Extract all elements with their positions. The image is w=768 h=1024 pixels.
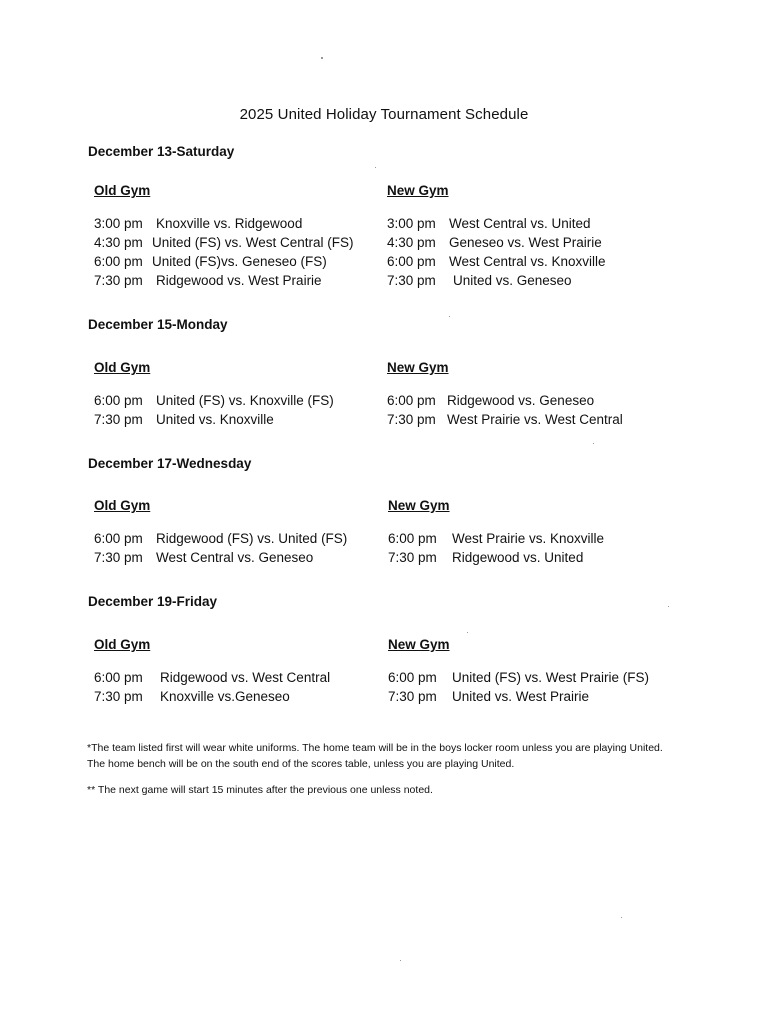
scan-speck — [321, 57, 323, 59]
scan-speck — [375, 167, 376, 168]
game-time: 7:30 pm — [387, 412, 436, 427]
game-time: 6:00 pm — [94, 531, 143, 546]
scan-speck — [400, 960, 401, 961]
scan-speck — [621, 917, 622, 918]
game-row — [387, 252, 606, 271]
game-row — [387, 271, 606, 290]
game-row — [94, 214, 354, 233]
game-matchup: United (FS) vs. West Central (FS) — [152, 235, 354, 250]
game-time: 4:30 pm — [94, 235, 143, 250]
new-gym-schedule-dec-17 — [388, 496, 604, 567]
page-title: 2025 United Holiday Tournament Schedule — [239, 106, 529, 123]
day-heading-dec-19: December 19-Friday — [88, 594, 218, 609]
uniform-note: *The team listed first will wear white uniforms. The home team will be in the boys locker room unless you are playing United. The home bench will be on the south end of the scores table, unless you are playing United. — [87, 742, 663, 770]
day-heading-dec-15: December 15-Monday — [88, 317, 228, 332]
game-matchup: Knoxville vs.Geneseo — [160, 689, 290, 704]
game-row — [94, 271, 354, 290]
old-gym-heading: Old Gym — [94, 183, 151, 198]
game-row — [94, 233, 354, 252]
game-row — [94, 410, 334, 429]
old-gym-schedule-dec-15 — [94, 358, 334, 429]
game-matchup: Ridgewood vs. West Central — [160, 670, 331, 685]
game-matchup: United (FS) vs. Knoxville (FS) — [156, 393, 334, 408]
game-row — [388, 687, 649, 706]
game-row — [94, 252, 354, 271]
game-time: 7:30 pm — [94, 412, 143, 427]
game-time: 7:30 pm — [94, 273, 143, 288]
game-matchup: United vs. Knoxville — [156, 412, 274, 427]
game-row — [388, 529, 604, 548]
game-matchup: United (FS)vs. Geneseo (FS) — [152, 254, 327, 269]
game-matchup: West Prairie vs. Knoxville — [452, 531, 605, 546]
game-row — [387, 214, 606, 233]
game-row — [94, 668, 330, 687]
game-time: 7:30 pm — [94, 550, 143, 565]
game-matchup: Ridgewood (FS) vs. United (FS) — [156, 531, 348, 546]
day-heading-dec-13: December 13-Saturday — [88, 144, 235, 159]
game-row — [94, 391, 334, 410]
new-gym-heading: New Gym — [387, 360, 449, 375]
new-gym-heading: New Gym — [387, 183, 449, 198]
game-time: 6:00 pm — [388, 531, 437, 546]
game-matchup: Ridgewood vs. United — [452, 550, 584, 565]
game-row — [388, 548, 604, 567]
game-time: 6:00 pm — [387, 254, 436, 269]
game-matchup: United vs. Geneseo — [453, 273, 572, 288]
scan-speck — [467, 632, 468, 633]
game-row — [387, 410, 623, 429]
game-matchup: United (FS) vs. West Prairie (FS) — [452, 670, 650, 685]
game-time: 7:30 pm — [387, 273, 436, 288]
game-matchup: West Central vs. Knoxville — [449, 254, 606, 269]
game-row — [387, 233, 606, 252]
game-matchup: Ridgewood vs. Geneseo — [447, 393, 595, 408]
game-matchup: Knoxville vs. Ridgewood — [156, 216, 303, 231]
new-gym-heading: New Gym — [388, 498, 450, 513]
game-row — [387, 391, 623, 410]
game-matchup: Ridgewood vs. West Prairie — [156, 273, 322, 288]
new-gym-heading: New Gym — [388, 637, 450, 652]
schedule-notes — [87, 740, 667, 798]
game-row — [94, 687, 330, 706]
game-matchup: Geneseo vs. West Prairie — [449, 235, 602, 250]
game-time: 3:00 pm — [94, 216, 143, 231]
game-matchup: West Prairie vs. West Central — [447, 412, 623, 427]
game-time: 6:00 pm — [387, 393, 436, 408]
game-time: 6:00 pm — [388, 670, 437, 685]
game-row — [94, 548, 347, 567]
old-gym-heading: Old Gym — [94, 637, 151, 652]
old-gym-schedule-dec-19 — [94, 635, 330, 706]
day-heading-dec-17: December 17-Wednesday — [88, 456, 252, 471]
new-gym-schedule-dec-19 — [388, 635, 649, 706]
game-time: 7:30 pm — [388, 689, 437, 704]
game-time: 3:00 pm — [387, 216, 436, 231]
old-gym-schedule-dec-17 — [94, 496, 347, 567]
new-gym-schedule-dec-15 — [387, 358, 623, 429]
scan-speck — [449, 316, 450, 317]
scan-speck — [593, 443, 594, 444]
game-matchup: West Central vs. Geneseo — [156, 550, 314, 565]
game-matchup: West Central vs. United — [449, 216, 591, 231]
game-row — [94, 529, 347, 548]
game-row — [388, 668, 649, 687]
game-time: 6:00 pm — [94, 670, 143, 685]
new-gym-schedule-dec-13 — [387, 181, 606, 290]
game-time: 7:30 pm — [94, 689, 143, 704]
old-gym-heading: Old Gym — [94, 360, 151, 375]
game-time: 7:30 pm — [388, 550, 437, 565]
old-gym-schedule-dec-13 — [94, 181, 354, 290]
start-time-note: ** The next game will start 15 minutes after the previous one unless noted. — [87, 784, 433, 796]
game-time: 6:00 pm — [94, 393, 143, 408]
old-gym-heading: Old Gym — [94, 498, 151, 513]
scan-speck — [668, 606, 669, 607]
game-time: 6:00 pm — [94, 254, 143, 269]
game-time: 4:30 pm — [387, 235, 436, 250]
game-matchup: United vs. West Prairie — [452, 689, 590, 704]
